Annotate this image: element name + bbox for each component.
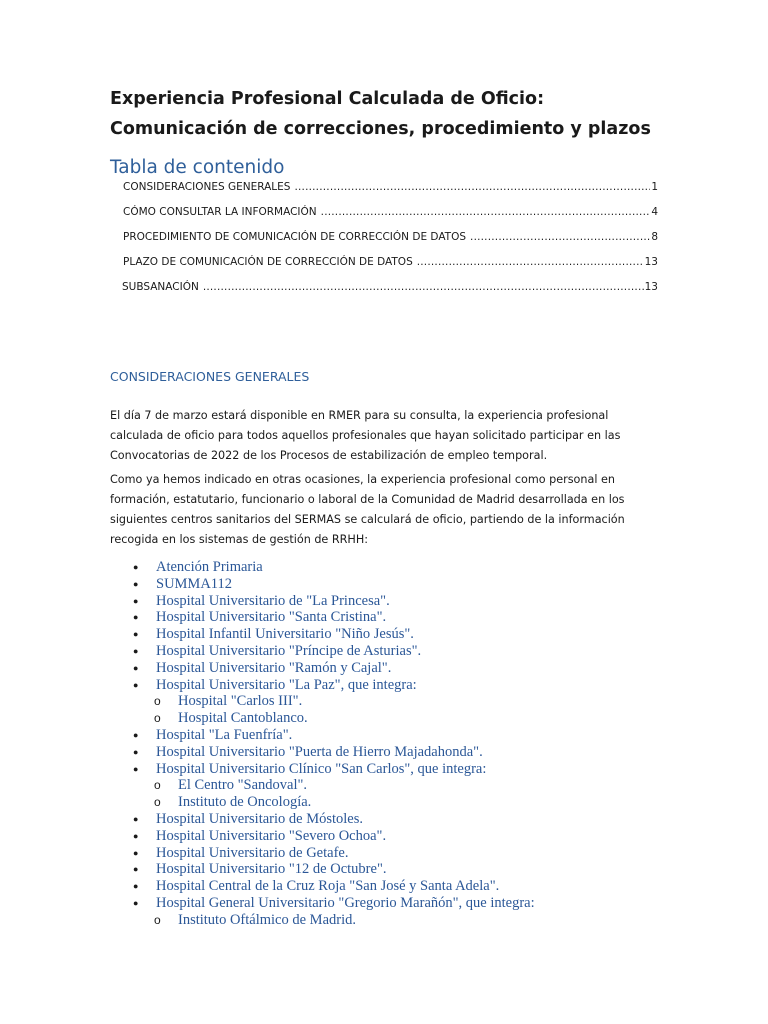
sub-bullet-icon: o [154, 694, 161, 709]
toc-entry-consideraciones-generales[interactable] [123, 181, 658, 206]
list-item-label: Hospital Universitario de Móstoles. [156, 810, 364, 827]
list-item [132, 861, 535, 878]
list-item [132, 593, 535, 610]
bullet-icon: ● [133, 830, 139, 841]
sub-list-item [132, 777, 535, 794]
sub-list-item [132, 912, 535, 929]
list-item [132, 677, 535, 694]
toc-entry-page: 1 [651, 181, 658, 193]
list-item [132, 727, 535, 744]
list-item [132, 895, 535, 912]
list-item [132, 761, 535, 778]
sub-list [132, 777, 535, 811]
section-heading: CONSIDERACIONES GENERALES [110, 369, 310, 384]
bullet-icon: ● [133, 645, 139, 656]
list-item-label: Hospital Universitario Clínico "San Carlos", que integra: [156, 760, 487, 777]
health-centers-list [132, 559, 535, 929]
list-item-label: Hospital Universitario "Ramón y Cajal". [156, 659, 392, 676]
bullet-icon: ● [133, 746, 139, 757]
list-item-label: Hospital Universitario "La Paz", que integra: [156, 676, 417, 693]
bullet-icon: ● [133, 847, 139, 858]
toc-entry-label: CÓMO CONSULTAR LA INFORMACIÓN [123, 206, 317, 218]
list-item-label: Hospital Universitario "Puerta de Hierro Majadahonda". [156, 743, 483, 760]
paragraph-calculation: Como ya hemos indicado en otras ocasiones, la experiencia profesional como personal en formación, estatutario, funcionario o laboral de la Comunidad de Madrid desarrollada en los siguientes centros sanitarios del SERMAS se calculará de oficio, partiendo de la información recogida en los sistemas de gestión de RRHH: [110, 473, 625, 546]
sub-list-item-label: Instituto de Oncología. [178, 794, 312, 811]
sub-bullet-icon: o [154, 912, 161, 927]
bullet-icon: ● [133, 578, 139, 589]
bullet-icon: ● [133, 763, 139, 774]
sub-list-container [132, 912, 535, 929]
list-item-label: Hospital Universitario "Príncipe de Asturias". [156, 642, 422, 659]
table-of-contents [123, 181, 658, 306]
list-item-label: Hospital Infantil Universitario "Niño Jesús". [156, 626, 414, 643]
list-item [132, 643, 535, 660]
toc-dot-leader [470, 231, 650, 243]
toc-entry-label: SUBSANACIÓN [122, 281, 199, 293]
bullet-icon: ● [133, 562, 139, 572]
toc-entry-page: 4 [651, 206, 658, 218]
list-item [132, 559, 535, 576]
toc-entry-page: 13 [644, 281, 658, 293]
toc-entry-procedimiento[interactable] [123, 231, 658, 256]
bullet-icon: ● [133, 679, 139, 690]
sub-list-container [132, 693, 535, 727]
sub-list-item [132, 710, 535, 727]
list-item-label: Hospital "La Fuenfría". [156, 726, 293, 743]
bullet-icon: ● [133, 662, 139, 673]
sub-list-item [132, 693, 535, 710]
toc-dot-leader [203, 281, 644, 293]
bullet-icon: ● [133, 813, 139, 824]
list-item [132, 576, 535, 593]
list-item [132, 626, 535, 643]
toc-entry-label: CONSIDERACIONES GENERALES [123, 181, 291, 193]
sub-bullet-icon: o [154, 795, 161, 810]
bullet-icon: ● [133, 729, 139, 740]
sub-list [132, 912, 535, 929]
toc-entry-como-consultar[interactable] [123, 206, 658, 231]
list-item-label: Hospital Universitario de Getafe. [156, 844, 349, 861]
toc-dot-leader [321, 206, 651, 218]
list-item-label: Hospital General Universitario "Gregorio Marañón", que integra: [156, 894, 535, 911]
list-item [132, 811, 535, 828]
bullet-icon: ● [133, 881, 139, 892]
list-item [132, 609, 535, 626]
list-item-label: Hospital Universitario "12 de Octubre". [156, 861, 387, 878]
sub-list-item-label: El Centro "Sandoval". [178, 777, 308, 794]
toc-entry-subsanacion[interactable] [122, 281, 658, 306]
list-item [132, 845, 535, 862]
list-item-label: Hospital Universitario "Santa Cristina". [156, 609, 387, 626]
bullet-icon: ● [133, 629, 139, 640]
list-item [132, 828, 535, 845]
toc-dot-leader [294, 181, 650, 193]
list-item [132, 878, 535, 895]
toc-entry-page: 13 [644, 256, 658, 268]
list-item-label: Hospital Central de la Cruz Roja "San José y Santa Adela". [156, 878, 500, 895]
sub-list-item-label: Hospital "Carlos III". [178, 693, 303, 710]
list-item [132, 744, 535, 761]
sub-list-item-label: Hospital Cantoblanco. [178, 710, 308, 727]
sub-bullet-icon: o [154, 778, 161, 793]
bullet-icon: ● [133, 595, 139, 606]
sub-bullet-icon: o [154, 711, 161, 726]
list-item-label: Hospital Universitario de "La Princesa". [156, 592, 390, 609]
bullet-icon: ● [133, 612, 139, 623]
list-item [132, 660, 535, 677]
toc-dot-leader [417, 256, 644, 268]
list-item-label: Atención Primaria [156, 559, 263, 575]
list-item-label: Hospital Universitario "Severo Ochoa". [156, 827, 387, 844]
sub-list-container [132, 777, 535, 811]
bullet-icon: ● [133, 864, 139, 875]
toc-entry-page: 8 [651, 231, 658, 243]
toc-entry-plazo[interactable] [123, 256, 658, 281]
bullet-icon: ● [133, 897, 139, 908]
document-title: Experiencia Profesional Calculada de Oficio: Comunicación de correcciones, procedimiento y plazos [110, 89, 651, 139]
sub-list-item-label: Instituto Oftálmico de Madrid. [178, 911, 356, 928]
toc-entry-label: PLAZO DE COMUNICACIÓN DE CORRECCIÓN DE DATOS [123, 256, 413, 268]
sub-list-item [132, 794, 535, 811]
toc-entry-label: PROCEDIMIENTO DE COMUNICACIÓN DE CORRECCIÓN DE DATOS [123, 231, 467, 243]
toc-heading: Tabla de contenido [110, 157, 285, 178]
paragraph-availability: El día 7 de marzo estará disponible en RMER para su consulta, la experiencia profesional calculada de oficio para todos aquellos profesionales que hayan solicitado participar en las Convocatorias de 2022 de los Procesos de estabilización de empleo temporal. [110, 409, 621, 462]
sub-list [132, 693, 535, 727]
list-item-label: SUMMA112 [156, 575, 233, 592]
